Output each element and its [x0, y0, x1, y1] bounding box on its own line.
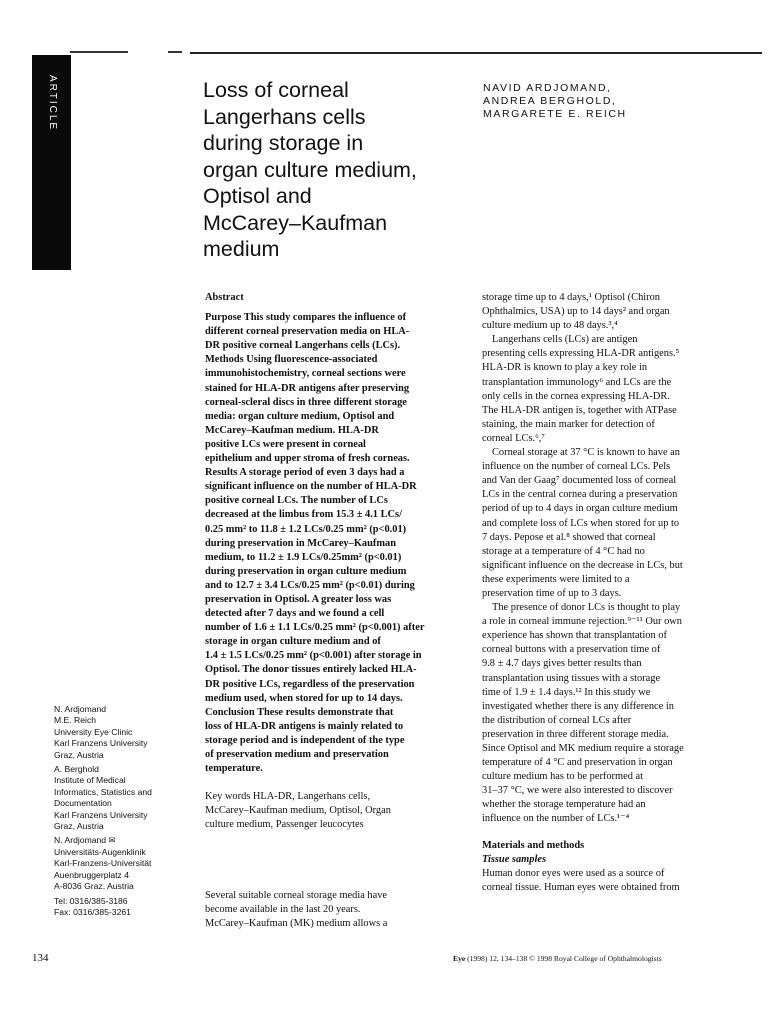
- title-line: organ culture medium,: [203, 157, 417, 182]
- abstract-line: DR positive LCs, regardless of the preservation: [205, 678, 415, 690]
- journal-citation: (1998) 12, 134–138 © 1998 Royal College of Ophthalmologists: [467, 954, 662, 963]
- body-line: McCarey–Kaufman (MK) medium allows a: [205, 918, 388, 930]
- affiliation-block: [54, 704, 194, 761]
- abstract-line: significant influence on the number of HLA-DR: [205, 481, 417, 493]
- body-line: temperature of 4 °C and preservation in organ: [482, 757, 673, 769]
- body-line: corneal tissue. Human eyes were obtained from: [482, 881, 680, 893]
- body-line: storage at a temperature of 4 °C had no: [482, 545, 645, 557]
- affiliation-line: Institute of Medical: [54, 775, 126, 786]
- abstract-line: temperature.: [205, 763, 263, 775]
- header-rule: [190, 52, 762, 54]
- abstract-line: different corneal preservation media on HLA-: [205, 326, 410, 338]
- body-line: staining, the main marker for detection of: [482, 418, 655, 430]
- contact-block: [54, 896, 194, 919]
- abstract-line: Purpose This study compares the influence of: [205, 312, 407, 324]
- abstract-line: positive LCs were present in corneal: [205, 438, 366, 450]
- affiliation-line: A. Berghold: [54, 764, 99, 775]
- body-line: transplantation using tissues with a storage: [482, 672, 661, 684]
- body-line: a role in corneal immune rejection.⁹⁻¹¹ Our own: [482, 616, 682, 628]
- body-line: 9.8 ± 4.7 days gives better results than: [482, 658, 642, 670]
- affiliation-line: Graz, Austria: [54, 749, 104, 760]
- affiliation-line: Karl Franzens University: [54, 809, 148, 820]
- body-line: 31–37 °C, we were also interested to discover: [482, 785, 673, 797]
- affiliation-line: Graz, Austria: [54, 821, 104, 832]
- keywords-line: Key words HLA-DR, Langerhans cells,: [205, 791, 371, 803]
- author-name: MARGARETE E. REICH: [483, 108, 627, 120]
- body-line: presenting cells expressing HLA-DR antigens.⁵: [482, 348, 680, 360]
- body-line: culture medium up to 48 days.³,⁴: [482, 320, 618, 332]
- abstract-line: positive corneal LCs. The number of LCs: [205, 495, 388, 507]
- abstract-line: preservation in Optisol. A greater loss was: [205, 593, 392, 605]
- title-line: during storage in: [203, 131, 364, 155]
- body-line: influence on the number of LCs.¹⁻⁴: [482, 813, 630, 825]
- abstract-line: Methods Using fluorescence-associated: [205, 354, 378, 366]
- affiliation-line: M.E. Reich: [54, 715, 97, 726]
- abstract-line: of preservation medium and preservation: [205, 749, 389, 760]
- body-line: whether the storage temperature had an: [482, 799, 646, 811]
- affiliations: [54, 704, 194, 921]
- body-line: The presence of donor LCs is thought to play: [492, 602, 681, 614]
- body-line: The HLA-DR antigen is, together with ATPase: [482, 404, 677, 416]
- title-line: medium: [203, 237, 280, 261]
- journal-footer: [453, 954, 662, 963]
- body-line: Langerhans cells (LCs) are antigen: [492, 334, 638, 346]
- body-line: transplantation immunology⁶ and LCs are the: [482, 376, 672, 388]
- body-line: the distribution of corneal LCs after: [482, 714, 632, 726]
- header-rule-fragment: [168, 51, 182, 53]
- abstract-line: storage period and is independent of the type: [205, 734, 405, 746]
- correspondence-block: [54, 835, 194, 892]
- abstract-line: media: organ culture medium, Optisol and: [205, 410, 395, 422]
- body-line: 7 days. Pepose et al.⁸ showed that corneal: [482, 531, 656, 543]
- body-line: only cells in the cornea expressing HLA-DR.: [482, 390, 670, 402]
- keywords-line: culture medium, Passenger leucocytes: [205, 819, 364, 831]
- title-line: McCarey–Kaufman: [203, 210, 388, 235]
- keywords-line: McCarey–Kaufman medium, Optisol, Organ: [205, 805, 391, 817]
- right-column: [482, 291, 740, 895]
- introduction-start: [205, 889, 461, 931]
- affiliation-line: Karl-Franzens-Universität: [54, 858, 152, 869]
- abstract-line: 1.4 ± 1.5 LCs/0.25 mm² (p<0.001) after storage in: [205, 650, 422, 662]
- keywords: [205, 790, 461, 832]
- abstract-line: loss of HLA-DR antigens is mainly related to: [205, 720, 404, 732]
- abstract-line: 0.25 mm² to 11.8 ± 1.2 LCs/0.25 mm² (p<0.01): [205, 523, 407, 535]
- article-title: [203, 77, 483, 263]
- body-line: Ophthalmics, USA) up to 14 days² and organ: [482, 306, 670, 318]
- abstract-line: stained for HLA-DR antigens after preserving: [205, 382, 410, 394]
- abstract-line: corneal-scleral discs in three different storage: [205, 396, 407, 408]
- abstract-line: during preservation in organ culture medium: [205, 565, 407, 577]
- abstract-line: number of 1.6 ± 1.1 LCs/0.25 mm² (p<0.001) after: [205, 622, 425, 634]
- abstract-line: storage in organ culture medium and of: [205, 636, 381, 648]
- affiliation-line: Universitäts-Augenklinik: [54, 846, 146, 857]
- affiliation-line: Informatics, Statistics and: [54, 786, 152, 797]
- body-line: experience has shown that transplantation of: [482, 630, 667, 642]
- abstract-column: [205, 291, 461, 832]
- telephone: Tel: 0316/385-3186: [54, 895, 128, 906]
- body-line: become available in the last 20 years.: [205, 904, 361, 916]
- section-heading: Materials and methods: [482, 839, 585, 851]
- body-line: period of up to 4 days in organ culture medium: [482, 503, 678, 515]
- body-line: LCs in the central cornea during a preservation: [482, 489, 678, 501]
- affiliation-block: [54, 764, 194, 832]
- affiliation-line: N. Ardjomand ✉: [54, 835, 116, 846]
- body-line: these experiments were limited to a: [482, 573, 630, 585]
- body-line: Human donor eyes were used as a source of: [482, 867, 665, 879]
- fax: Fax: 0316/385-3261: [54, 906, 131, 917]
- abstract-line: epithelium and upper stroma of fresh corneas.: [205, 453, 410, 465]
- body-line: Since Optisol and MK medium require a storage: [482, 743, 684, 754]
- author-list: [483, 82, 627, 121]
- abstract-line: Optisol. The donor tissues entirely lacked HLA-: [205, 664, 417, 676]
- header-rule-fragment: [70, 51, 128, 53]
- journal-name: Eye: [453, 954, 466, 963]
- page-number: 134: [32, 952, 49, 964]
- body-line: HLA-DR is known to play a key role in: [482, 362, 648, 374]
- abstract-line: Conclusion These results demonstrate that: [205, 706, 394, 718]
- affiliation-line: A-8036 Graz, Austria: [54, 881, 134, 892]
- affiliation-line: Documentation: [54, 798, 112, 809]
- body-line: Several suitable corneal storage media have: [205, 890, 388, 901]
- author-name: NAVID ARDJOMAND,: [483, 82, 612, 94]
- abstract-line: decreased at the limbus from 15.3 ± 4.1 LCs/: [205, 509, 402, 521]
- body-line: time of 1.9 ± 1.4 days.¹² In this study we: [482, 686, 651, 698]
- title-line: Langerhans cells: [203, 104, 366, 129]
- body-line: preservation time of up to 3 days.: [482, 587, 622, 599]
- body-line: corneal LCs.⁶,⁷: [482, 432, 545, 444]
- affiliation-line: Karl Franzens University: [54, 738, 148, 749]
- title-line: Loss of corneal: [203, 78, 349, 102]
- body-line: corneal buttons with a preservation time of: [482, 644, 661, 656]
- body-line: storage time up to 4 days,¹ Optisol (Chiron: [482, 292, 661, 303]
- affiliation-line: Auenbruggerplatz 4: [54, 869, 130, 880]
- body-line: culture medium has to be performed at: [482, 771, 643, 783]
- abstract-line: immunohistochemistry, corneal sections were: [205, 368, 406, 380]
- body-line: Corneal storage at 37 °C is known to have an: [492, 447, 680, 459]
- body-line: significant influence on the decrease in LCs, but: [482, 559, 683, 571]
- abstract-line: McCarey–Kaufman medium. HLA-DR: [205, 424, 379, 436]
- abstract-body: [205, 311, 461, 776]
- abstract-line: and to 12.7 ± 3.4 LCs/0.25 mm² (p<0.01) during: [205, 579, 415, 591]
- title-line: Optisol and: [203, 184, 312, 208]
- abstract-line: medium, to 11.2 ± 1.9 LCs/0.25mm² (p<0.01): [205, 551, 402, 563]
- abstract-heading: Abstract: [205, 292, 244, 303]
- abstract-line: during preservation in McCarey–Kaufman: [205, 537, 396, 549]
- body-line: preservation in three different storage media.: [482, 728, 669, 740]
- body-line: investigated whether there is any difference in: [482, 700, 674, 712]
- author-name: ANDREA BERGHOLD,: [483, 95, 617, 107]
- abstract-line: medium used, when stored for up to 14 days.: [205, 692, 403, 704]
- body-line: and Van der Gaag⁷ documented loss of corneal: [482, 475, 677, 487]
- body-line: influence on the number of corneal LCs. Pels: [482, 461, 671, 473]
- affiliation-line: University Eye Clinic: [54, 726, 133, 737]
- article-label: ARTICLE: [47, 75, 58, 132]
- abstract-line: Results A storage period of even 3 days had a: [205, 467, 405, 479]
- abstract-line: DR positive corneal Langerhans cells (LCs).: [205, 340, 401, 352]
- body-line: and complete loss of LCs when stored for up to: [482, 517, 680, 529]
- subsection-heading: Tissue samples: [482, 853, 546, 865]
- affiliation-line: N. Ardjomand: [54, 704, 107, 714]
- abstract-line: detected after 7 days and we found a cell: [205, 608, 385, 620]
